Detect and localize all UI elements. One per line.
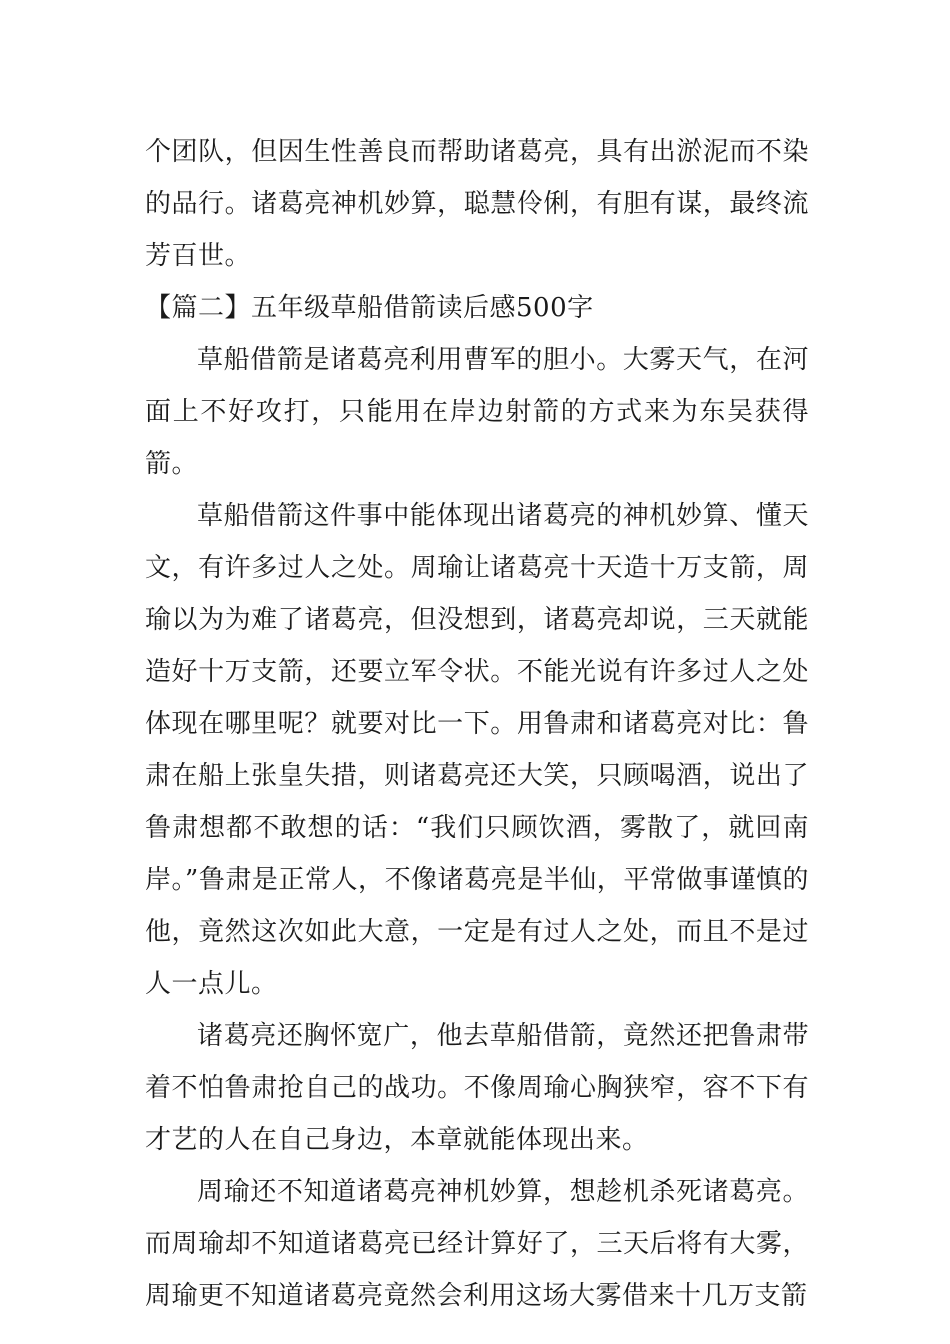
body-paragraph-1: 草船借箭是诸葛亮利用曹军的胆小。大雾天气，在河面上不好攻打，只能用在岸边射箭的方式来为东吴获得箭。 [145,345,809,479]
body-paragraph-2: 草船借箭这件事中能体现出诸葛亮的神机妙算、懂天文，有许多过人之处。周瑜让诸葛亮十天造十万支箭，周瑜以为为难了诸葛亮，但没想到，诸葛亮却说，三天就能造好十万支箭，还要立军令状。不能光说有许多过人之处体现在哪里呢？就要对比一下。用鲁肃和诸葛亮对比：鲁肃在船上张皇失措，则诸葛亮还大笑，只顾喝酒，说出了鲁肃想都不敢想的话：“我们只顾饮酒，雾散了，就回南岸。”鲁肃是正常人，不像诸葛亮是半仙，平常做事谨慎的他，竟然这次如此大意，一定是有过人之处，而且不是过人一点儿。 [145,501,809,999]
continuation-paragraph: 个团队，但因生性善良而帮助诸葛亮，具有出淤泥而不染的品行。诸葛亮神机妙算，聪慧伶俐，有胆有谋，最终流芳百世。 [145,137,809,271]
section-heading: 【篇二】五年级草船借箭读后感500字 [145,293,594,323]
document-body [145,126,809,1322]
body-paragraph-3: 诸葛亮还胸怀宽广，他去草船借箭，竟然还把鲁肃带着不怕鲁肃抢自己的战功。不像周瑜心胸狭窄，容不下有才艺的人在自己身边，本章就能体现出来。 [145,1021,809,1155]
body-paragraph-4: 周瑜还不知道诸葛亮神机妙算，想趁机杀死诸葛亮。而周瑜却不知道诸葛亮已经计算好了，三天后将有大雾，周瑜更不知道诸葛亮竟然会利用这场大雾借来十几万支箭 [145,1177,809,1311]
